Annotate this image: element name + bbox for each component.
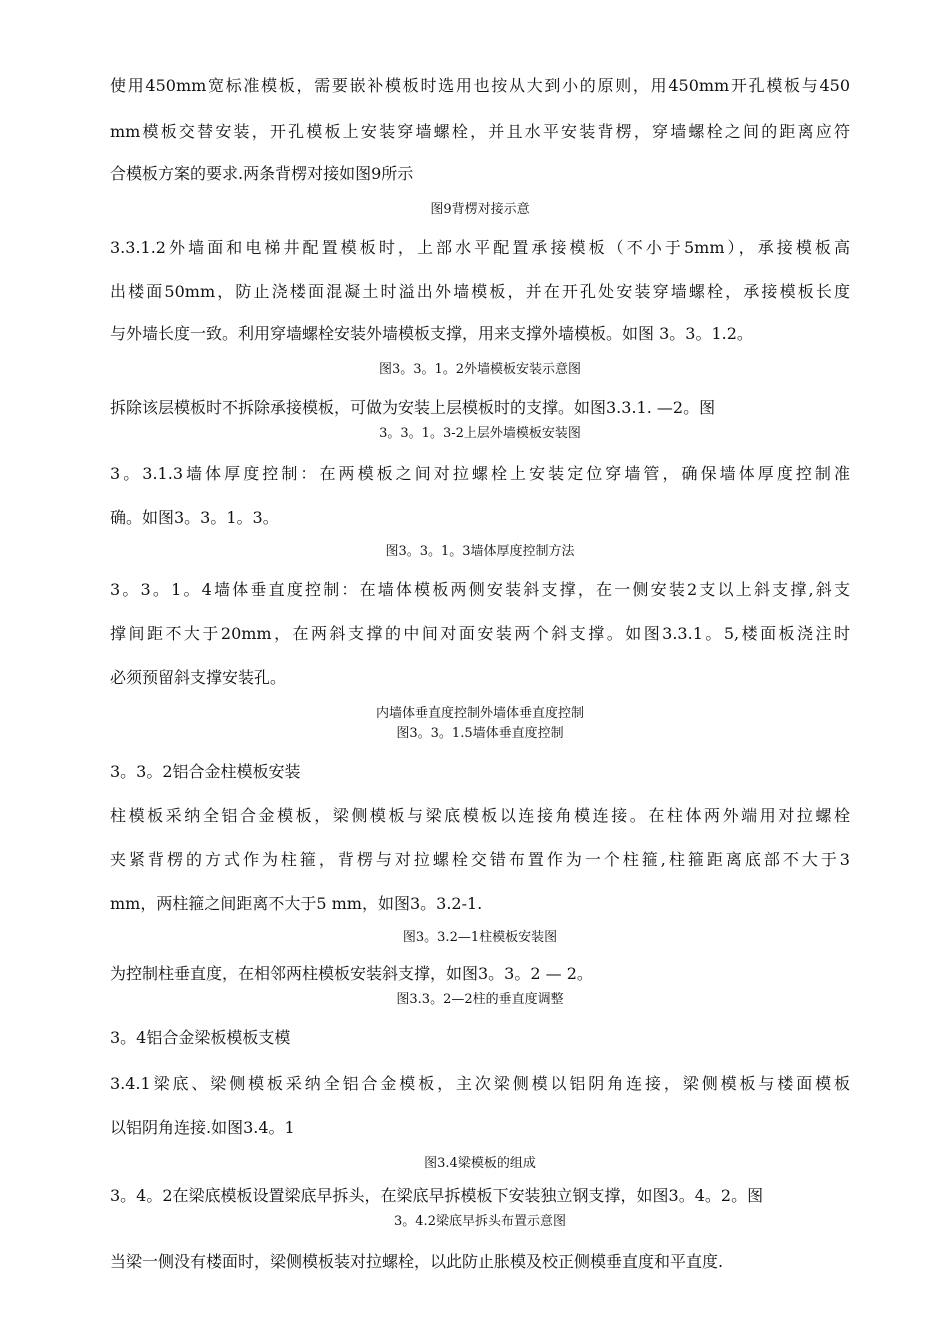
paragraph-line: mm模板交替安装，开孔模板上安装穿墙螺栓，并且水平安装背楞，穿墙螺栓之间的距离应符 [110,122,850,141]
section-heading: 3。4铝合金梁板模板支模 [110,1028,291,1047]
paragraph-line: 确。如图3。3。1。3。 [110,508,279,527]
paragraph-line: 3。3。1。4墙体垂直度控制：在墙体模板两侧安装斜支撑，在一侧安装2支以上斜支撑,斜支 [110,580,850,599]
paragraph-line: 为控制柱垂直度，在相邻两柱模板安装斜支撑，如图3。3。2 — 2。 [110,964,593,983]
paragraph-line: 使用450mm宽标准模板，需要嵌补模板时选用也按从大到小的原则，用450mm开孔模板与450 [110,76,850,95]
paragraph-line: mm，两柱箍之间距离不大于5 mm，如图3。3.2-1. [110,894,483,913]
paragraph-line: 夹紧背楞的方式作为柱箍，背楞与对拉螺栓交错布置作为一个柱箍,柱箍距离底部不大于3 [110,850,850,869]
figure-caption: 3。3。1。3-2上层外墙模板安装图 [379,426,581,441]
paragraph-line: 柱模板采纳全铝合金模板，梁侧模板与梁底模板以连接角模连接。在柱体两外端用对拉螺栓 [110,806,850,825]
figure-caption: 图3.3。2—2柱的垂直度调整 [396,992,564,1007]
paragraph-line: 必须预留斜支撑安装孔。 [110,668,287,687]
paragraph-line: 拆除该层模板时不拆除承接模板，可做为安装上层模板时的支撑。如图3.3.1. —2。图 [110,398,716,417]
figure-caption: 图9背楞对接示意 [430,202,530,217]
figure-caption: 图3.4梁模板的组成 [424,1156,536,1171]
figure-caption: 图3。3。1。2外墙模板安装示意图 [378,362,582,377]
figure-caption: 图3。3。1。3墙体厚度控制方法 [385,544,575,559]
figure-caption: 3。4.2梁底早拆头布置示意图 [394,1214,566,1229]
paragraph-line: 当梁一侧没有楼面时，梁侧模板装对拉螺栓，以此防止胀模及校正侧模垂直度和平直度. [110,1252,724,1271]
figure-caption: 图3。3。1.5墙体垂直度控制 [396,726,564,741]
paragraph-line: 3.3.1.2外墙面和电梯井配置模板时，上部水平配置承接模板（不小于5mm），承接模板高 [110,238,850,257]
figure-caption: 内墙体垂直度控制外墙体垂直度控制 [375,706,584,721]
paragraph-line: 与外墙长度一致。利用穿墙螺栓安装外墙模板支撑，用来支撑外墙模板。如图 3。3。1.2。 [110,324,753,343]
paragraph-line: 3。4。2在梁底模板设置梁底早拆头，在梁底早拆模板下安装独立钢支撑，如图3。4。2。图 [110,1186,764,1205]
figure-caption: 图3。3.2—1柱模板安装图 [402,930,558,945]
paragraph-line: 以铝阴角连接.如图3.4。1 [110,1118,295,1137]
paragraph-line: 3.4.1梁底、梁侧模板采纳全铝合金模板，主次梁侧模以铝阴角连接，梁侧模板与楼面模板 [110,1074,850,1093]
section-heading: 3。3。2铝合金柱模板安装 [110,762,301,781]
paragraph-line: 3。3.1.3墙体厚度控制：在两模板之间对拉螺栓上安装定位穿墙管，确保墙体厚度控制准 [110,464,850,483]
paragraph-line: 撑间距不大于20mm，在两斜支撑的中间对面安装两个斜支撑。如图3.3.1。5,楼面板浇注时 [110,624,850,643]
paragraph-line: 合模板方案的要求.两条背楞对接如图9所示 [110,164,414,183]
paragraph-line: 出楼面50mm，防止浇楼面混凝土时溢出外墙模板，并在开孔处安装穿墙螺栓，承接模板长度 [110,282,850,301]
